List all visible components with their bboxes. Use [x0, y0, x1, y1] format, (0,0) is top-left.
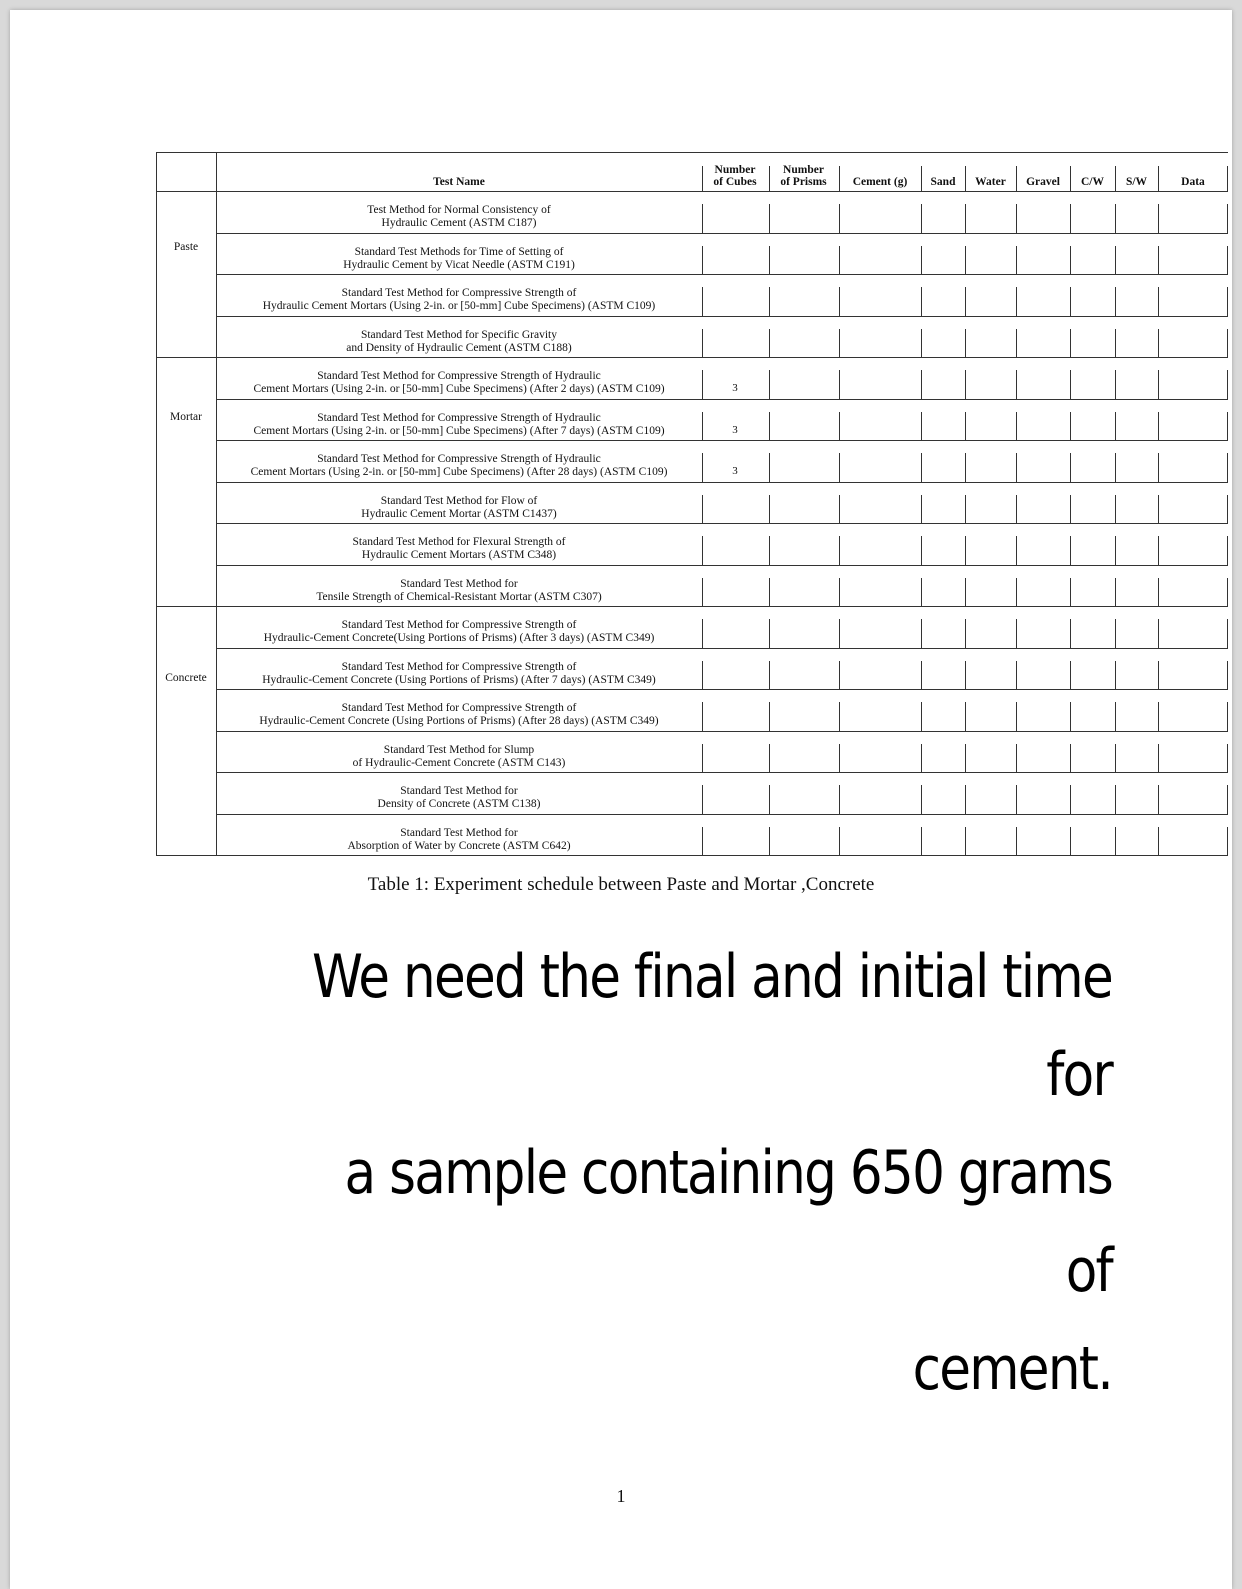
- box-left-6-2: [1070, 287, 1071, 316]
- box-left-0-8: [702, 536, 703, 565]
- box-left-4-4: [965, 370, 966, 399]
- box-left-6-5: [1070, 412, 1071, 441]
- header-test-name: Test Name: [433, 176, 485, 188]
- box-left-5-12: [1016, 702, 1017, 731]
- test-name-line1: Test Method for Normal Consistency of: [367, 204, 551, 216]
- box-left-6-12: [1070, 702, 1071, 731]
- box-right-9: [1227, 578, 1228, 607]
- box-left-7-10: [1115, 619, 1116, 648]
- box-right-6: [1227, 453, 1228, 482]
- box-left-3-0: [921, 204, 922, 233]
- test-name-line1: Standard Test Method for: [400, 577, 518, 590]
- test-name-line1: Standard Test Method for Compressive Strength of Hydraulic: [317, 453, 601, 465]
- header-water: Water: [975, 176, 1006, 188]
- box-left-8-3: [1158, 329, 1159, 358]
- box-right-12: [1227, 702, 1228, 731]
- box-left-2-6: [839, 453, 840, 482]
- box-left-8-12: [1158, 702, 1159, 731]
- box-left-5-7: [1016, 495, 1017, 524]
- test-name-line1: Standard Test Method for: [400, 826, 518, 839]
- box-left-1-3: [769, 329, 770, 358]
- box-left-7-6: [1115, 453, 1116, 482]
- box-left-2-5: [839, 412, 840, 441]
- box-left-8-6: [1158, 453, 1159, 482]
- box-left-7-5: [1115, 412, 1116, 441]
- box-left-2-3: [839, 329, 840, 358]
- box-left-3-12: [921, 702, 922, 731]
- box-left-0-11: [702, 661, 703, 690]
- row-rule-15: [216, 814, 1228, 815]
- box-left-0-2: [702, 287, 703, 316]
- box-right-15: [1227, 827, 1228, 856]
- box-right-8: [1227, 536, 1228, 565]
- box-left-7-0: [1115, 204, 1116, 233]
- box-left-8-4: [1158, 370, 1159, 399]
- box-left-2-0: [839, 204, 840, 233]
- box-left-4-11: [965, 661, 966, 690]
- header-prisms-line1: Number: [783, 164, 824, 176]
- test-name-line2: Cement Mortars (Using 2-in. or [50-mm] Cube Specimens) (After 7 days) (ASTM C109): [253, 424, 665, 437]
- box-left-2-1: [839, 246, 840, 275]
- box-left-4-2: [965, 287, 966, 316]
- box-right-7: [1227, 495, 1228, 524]
- box-left-8-15: [1158, 827, 1159, 856]
- box-left-2-8: [839, 536, 840, 565]
- box-left-6-9: [1070, 578, 1071, 607]
- box-left-3-7: [921, 495, 922, 524]
- box-left-7-15: [1115, 827, 1116, 856]
- box-left-1-0: [769, 204, 770, 233]
- box-left-2-2: [839, 287, 840, 316]
- row-rule-13: [216, 731, 1228, 732]
- box-left-4-0: [965, 204, 966, 233]
- box-left-8-7: [1158, 495, 1159, 524]
- test-name-line2: Hydraulic Cement (ASTM C187): [381, 217, 537, 229]
- box-left-3-14: [921, 785, 922, 814]
- cube-count: 3: [732, 382, 738, 394]
- test-name-line1: Standard Test Method for Compressive Strength of: [341, 660, 577, 673]
- group-separator-0: [156, 357, 216, 358]
- box-right-1: [1227, 246, 1228, 275]
- box-right-4: [1227, 370, 1228, 399]
- box-left-4-8: [965, 536, 966, 565]
- box-left-6-0: [1070, 204, 1071, 233]
- header-cubes-line1: Number: [714, 164, 756, 176]
- box-right-11: [1227, 661, 1228, 690]
- box-left-7-1: [1115, 246, 1116, 275]
- test-name-line2: Cement Mortars (Using 2-in. or [50-mm] Cube Specimens) (After 28 days) (ASTM C109): [250, 466, 668, 478]
- box-left-5-14: [1016, 785, 1017, 814]
- box-left-6-1: [1070, 246, 1071, 275]
- table-top-rule: [156, 152, 1228, 153]
- box-left-3-3: [921, 329, 922, 358]
- box-left-0-15: [702, 827, 703, 856]
- box-left-5-6: [1016, 453, 1017, 482]
- box-left-1-9: [769, 578, 770, 607]
- test-name-line2: Hydraulic-Cement Concrete(Using Portions of Prisms) (After 3 days) (ASTM C349): [263, 632, 655, 644]
- box-right-14: [1227, 785, 1228, 814]
- box-left-1-8: [769, 536, 770, 565]
- box-left-5-0: [1016, 204, 1017, 233]
- box-left-0-7: [702, 495, 703, 524]
- box-left-3-1: [921, 246, 922, 275]
- header-cw: C/W: [1081, 176, 1104, 188]
- box-right-2: [1227, 287, 1228, 316]
- test-name-line1: Standard Test Method for Slump: [383, 743, 535, 756]
- box-left-7-11: [1115, 661, 1116, 690]
- group-bottom-rule: [156, 855, 216, 856]
- box-left-4-12: [965, 702, 966, 731]
- box-left-4-1: [965, 246, 966, 275]
- box-left-7-7: [1115, 495, 1116, 524]
- box-left-7-14: [1115, 785, 1116, 814]
- header-prisms-line2: of Prisms: [780, 176, 827, 188]
- row-rule-7: [216, 482, 1228, 483]
- test-name-line2: Absorption of Water by Concrete (ASTM C642): [347, 839, 571, 852]
- document-page: [10, 10, 1232, 1589]
- test-name-line2: Hydraulic Cement Mortar (ASTM C1437): [361, 507, 557, 520]
- box-left-3-4: [921, 370, 922, 399]
- box-left-0-10: [702, 619, 703, 648]
- header-gravel: Gravel: [1026, 176, 1060, 188]
- box-left-8-14: [1158, 785, 1159, 814]
- box-left-6-14: [1070, 785, 1071, 814]
- row-rule-3: [216, 316, 1228, 317]
- box-left-0-14: [702, 785, 703, 814]
- header-sand: Sand: [930, 176, 956, 188]
- box-left-4-7: [965, 495, 966, 524]
- box-left-1-13: [769, 744, 770, 773]
- box-left-2-12: [839, 702, 840, 731]
- row-rule-16: [216, 855, 1228, 856]
- group-label-mortar: Mortar: [170, 410, 202, 423]
- box-left-1-5: [769, 412, 770, 441]
- box-left-3-10: [921, 619, 922, 648]
- box-left-5-9: [1016, 578, 1017, 607]
- box-left-1-15: [769, 827, 770, 856]
- row-rule-4: [216, 357, 1228, 358]
- box-left-3-9: [921, 578, 922, 607]
- box-left-8-5: [1158, 412, 1159, 441]
- test-name-line2: of Hydraulic-Cement Concrete (ASTM C143): [352, 756, 566, 769]
- box-left-6-4: [1070, 370, 1071, 399]
- test-name-line1: Standard Test Method for Specific Gravity: [360, 328, 558, 341]
- box-left-6-3: [1070, 329, 1071, 358]
- group-label-paste: Paste: [173, 240, 199, 253]
- row-rule-11: [216, 648, 1228, 649]
- box-left-1-6: [769, 453, 770, 482]
- box-left-1-4: [769, 370, 770, 399]
- box-left-6-15: [1070, 827, 1071, 856]
- box-left-1-14: [769, 785, 770, 814]
- question-line-1: We need the final and initial time for: [311, 942, 1112, 1110]
- box-left-0-3: [702, 329, 703, 358]
- box-left-3-15: [921, 827, 922, 856]
- box-left-5-13: [1016, 744, 1017, 773]
- box-left-4-14: [965, 785, 966, 814]
- box-left-4-3: [965, 329, 966, 358]
- row-rule-14: [216, 772, 1228, 773]
- box-left-4-5: [965, 412, 966, 441]
- box-left-8-11: [1158, 661, 1159, 690]
- box-right-13: [1227, 744, 1228, 773]
- test-name-line1: Standard Test Method for Flexural Strength of: [352, 536, 566, 548]
- test-name-line2: Hydraulic-Cement Concrete (Using Portions of Prisms) (After 7 days) (ASTM C349): [262, 673, 656, 686]
- test-name-line2: and Density of Hydraulic Cement (ASTM C188): [346, 341, 572, 354]
- test-name-line1: Standard Test Method for Compressive Strength of Hydraulic: [317, 411, 601, 424]
- box-left-4-9: [965, 578, 966, 607]
- box-left-6-7: [1070, 495, 1071, 524]
- box-left-7-13: [1115, 744, 1116, 773]
- header-bottom-rule-group: [156, 191, 216, 192]
- header-sw: S/W: [1125, 176, 1148, 188]
- box-left-0-0: [702, 204, 703, 233]
- box-right-5: [1227, 412, 1228, 441]
- box-left-5-5: [1016, 412, 1017, 441]
- box-left-2-15: [839, 827, 840, 856]
- box-left-3-5: [921, 412, 922, 441]
- question-line-3: cement.: [912, 1334, 1112, 1404]
- box-left-0-12: [702, 702, 703, 731]
- box-left-1-1: [769, 246, 770, 275]
- box-left-7-12: [1115, 702, 1116, 731]
- group-label-concrete: Concrete: [165, 672, 207, 685]
- box-left-3-8: [921, 536, 922, 565]
- box-left-4-6: [965, 453, 966, 482]
- table-left-border: [156, 152, 157, 855]
- box-left-7-2: [1115, 287, 1116, 316]
- box-left-7-8: [1115, 536, 1116, 565]
- row-rule-5: [216, 399, 1228, 400]
- row-rule-12: [216, 689, 1228, 690]
- box-left-3-2: [921, 287, 922, 316]
- box-left-7-4: [1115, 370, 1116, 399]
- box-left-8-0: [1158, 204, 1159, 233]
- box-left-8-1: [1158, 246, 1159, 275]
- row-rule-6: [216, 440, 1228, 441]
- box-left-1-2: [769, 287, 770, 316]
- test-name-line1: Standard Test Method for Compressive Strength of: [341, 287, 577, 299]
- test-name-line1: Standard Test Method for Compressive Strength of Hydraulic: [317, 370, 601, 382]
- box-left-2-9: [839, 578, 840, 607]
- box-left-6-8: [1070, 536, 1071, 565]
- box-left-6-11: [1070, 661, 1071, 690]
- box-left-8-13: [1158, 744, 1159, 773]
- row-rule-9: [216, 565, 1228, 566]
- box-right-0: [1227, 204, 1228, 233]
- test-name-line2: Hydraulic-Cement Concrete (Using Portions of Prisms) (After 28 days) (ASTM C349): [259, 715, 659, 727]
- box-left-2-10: [839, 619, 840, 648]
- page-number: 1: [616, 1486, 626, 1506]
- question-text: [286, 928, 1112, 1418]
- box-left-5-4: [1016, 370, 1017, 399]
- box-left-1-10: [769, 619, 770, 648]
- box-left-0-1: [702, 246, 703, 275]
- header-cement: Cement (g): [852, 176, 908, 188]
- group-separator-1: [156, 606, 216, 607]
- box-left-6-6: [1070, 453, 1071, 482]
- cube-count: 3: [732, 465, 738, 477]
- box-left-8-9: [1158, 578, 1159, 607]
- box-left-3-13: [921, 744, 922, 773]
- box-left-3-6: [921, 453, 922, 482]
- test-name-line2: Hydraulic Cement by Vicat Needle (ASTM C191): [343, 258, 575, 271]
- box-left-6-10: [1070, 619, 1071, 648]
- experiment-schedule-table: [156, 152, 1228, 867]
- box-left-0-13: [702, 744, 703, 773]
- box-left-5-1: [1016, 246, 1017, 275]
- box-left-1-11: [769, 661, 770, 690]
- test-name-line2: Tensile Strength of Chemical-Resistant Mortar (ASTM C307): [316, 590, 602, 603]
- row-rule-2: [216, 274, 1228, 275]
- box-left-4-10: [965, 619, 966, 648]
- test-name-line1: Standard Test Method for: [400, 785, 518, 797]
- box-left-2-11: [839, 661, 840, 690]
- box-left-5-11: [1016, 661, 1017, 690]
- test-name-line2: Hydraulic Cement Mortars (Using 2-in. or [50-mm] Cube Specimens) (ASTM C109): [262, 300, 656, 312]
- box-left-8-2: [1158, 287, 1159, 316]
- box-left-5-10: [1016, 619, 1017, 648]
- box-left-7-9: [1115, 578, 1116, 607]
- test-name-line1: Standard Test Method for Compressive Strength of: [341, 619, 577, 631]
- box-left-1-7: [769, 495, 770, 524]
- test-name-line2: Cement Mortars (Using 2-in. or [50-mm] Cube Specimens) (After 2 days) (ASTM C109): [253, 383, 665, 395]
- box-left-4-13: [965, 744, 966, 773]
- box-left-8-10: [1158, 619, 1159, 648]
- box-left-2-14: [839, 785, 840, 814]
- box-left-8-8: [1158, 536, 1159, 565]
- test-name-line1: Standard Test Method for Compressive Strength of: [341, 702, 577, 714]
- row-rule-8: [216, 523, 1228, 524]
- header-data: Data: [1181, 176, 1205, 188]
- box-left-2-4: [839, 370, 840, 399]
- box-left-2-13: [839, 744, 840, 773]
- test-name-line2: Density of Concrete (ASTM C138): [377, 798, 541, 810]
- row-rule-10: [216, 606, 1228, 607]
- box-right-10: [1227, 619, 1228, 648]
- test-name-line2: Hydraulic Cement Mortars (ASTM C348): [361, 549, 557, 561]
- box-left-0-9: [702, 578, 703, 607]
- box-left-3-11: [921, 661, 922, 690]
- table-caption: Table 1: Experiment schedule between Paste and Mortar ,Concrete: [367, 874, 875, 895]
- test-name-line1: Standard Test Method for Flow of: [380, 494, 538, 507]
- box-left-6-13: [1070, 744, 1071, 773]
- box-left-2-7: [839, 495, 840, 524]
- cube-count: 3: [732, 423, 738, 436]
- box-left-1-12: [769, 702, 770, 731]
- box-left-5-15: [1016, 827, 1017, 856]
- box-left-5-8: [1016, 536, 1017, 565]
- box-left-5-3: [1016, 329, 1017, 358]
- box-left-4-15: [965, 827, 966, 856]
- box-left-5-2: [1016, 287, 1017, 316]
- header-bottom-rule: [216, 191, 1228, 192]
- box-left-7-3: [1115, 329, 1116, 358]
- box-right-3: [1227, 329, 1228, 358]
- row-rule-1: [216, 233, 1228, 234]
- header-cubes-line2: of Cubes: [713, 176, 757, 188]
- test-name-line1: Standard Test Methods for Time of Setting of: [354, 245, 564, 258]
- question-line-2: a sample containing 650 grams of: [344, 1138, 1113, 1306]
